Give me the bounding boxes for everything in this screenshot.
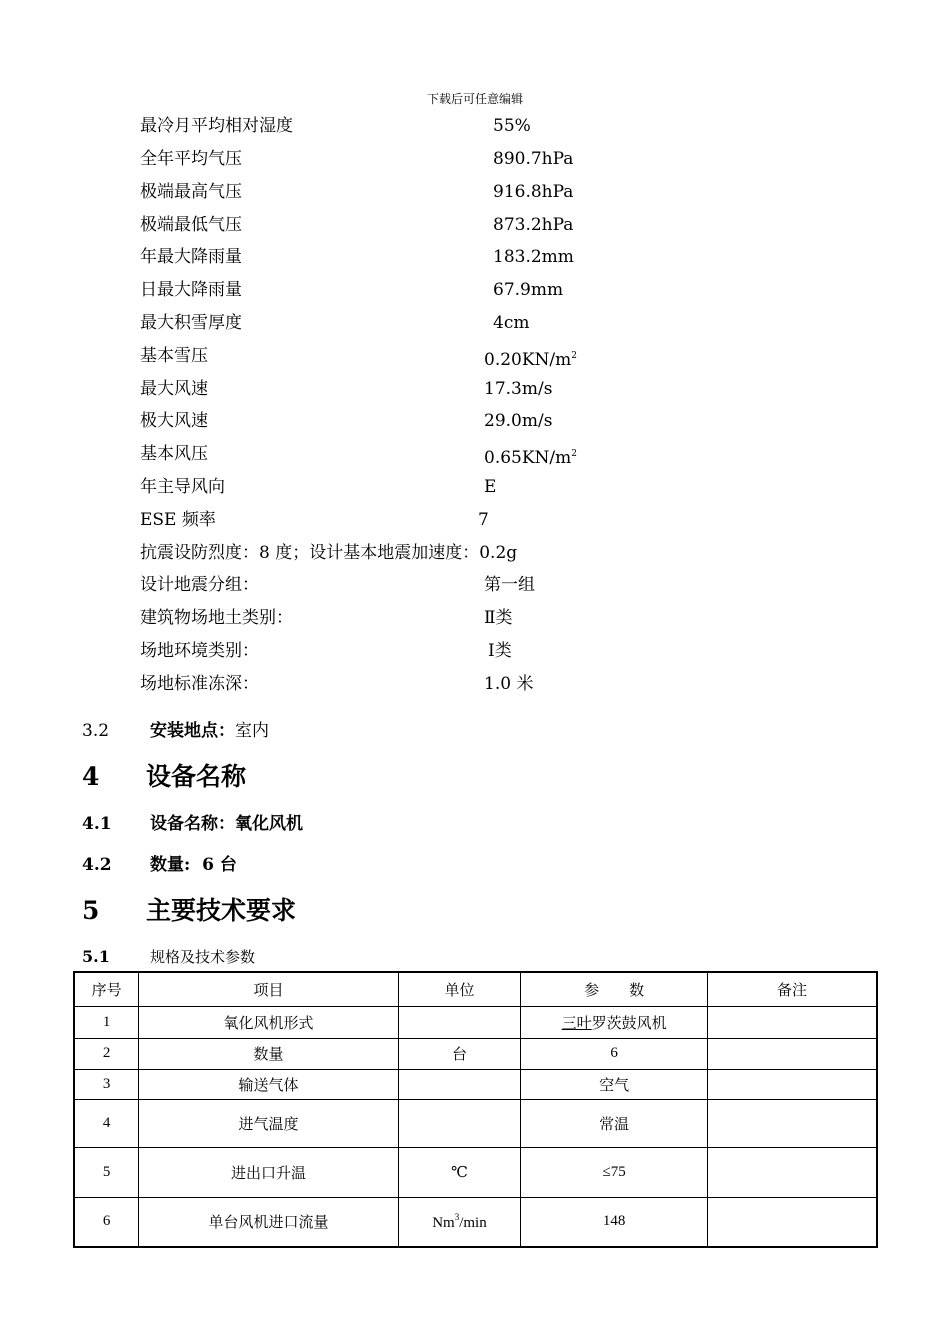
cell-item: 氧化风机形式 (139, 1006, 398, 1038)
page-header: 下载后可任意编辑 (426, 92, 523, 106)
climate-value: 4cm (493, 313, 530, 333)
table-row (74, 1006, 877, 1038)
climate-key: 设计地震分组： (140, 575, 259, 595)
climate-row (140, 277, 700, 303)
section-title: 设备名称 (146, 762, 247, 791)
cell-unit (398, 1006, 521, 1038)
cell-item: 输送气体 (139, 1069, 398, 1099)
climate-row (140, 113, 700, 139)
cell-no: 4 (74, 1099, 139, 1147)
climate-value: 67.9mm (493, 280, 564, 300)
climate-value: 55% (493, 116, 531, 136)
climate-row (140, 179, 700, 205)
climate-value (484, 343, 577, 373)
cell-item: 数量 (139, 1038, 398, 1069)
cell-no: 5 (74, 1147, 139, 1197)
section-title: 数量: 6 台 (150, 855, 237, 875)
section-number: 4.2 (82, 855, 112, 875)
cell-unit: ℃ (398, 1147, 521, 1197)
cell-unit (398, 1099, 521, 1147)
climate-key: 基本雪压 (140, 346, 208, 366)
climate-value: 17.3m/s (484, 379, 553, 399)
climate-key: 场地标准冻深： (140, 674, 259, 694)
climate-key: 建筑物场地土类别： (140, 608, 293, 628)
climate-key: 极大风速 (140, 411, 208, 431)
climate-key: 场地环境类别： (140, 641, 259, 661)
header-cell: 单位 (398, 972, 521, 1006)
climate-key: 抗震设防烈度：8 度；设计基本地震加速度：0.2g (140, 543, 518, 563)
table-row (74, 1197, 877, 1247)
section-number: 5 (82, 896, 100, 925)
spec-table (73, 971, 878, 1248)
cell-param: 常温 (521, 1099, 708, 1147)
cell-unit (398, 1069, 521, 1099)
climate-row (140, 638, 700, 664)
header-cell: 项目 (139, 972, 398, 1006)
climate-key: 全年平均气压 (140, 149, 242, 169)
climate-key: 最大积雪厚度 (140, 313, 242, 333)
unit-text: Nm (432, 1214, 455, 1231)
climate-key: 最冷月平均相对湿度 (140, 116, 293, 136)
table-header-row (74, 972, 877, 1006)
climate-value: 第一组 (484, 575, 535, 595)
superscript: 2 (571, 351, 578, 361)
table-row (74, 1099, 877, 1147)
section-title: 规格及技术参数 (150, 948, 256, 966)
climate-key: 极端最高气压 (140, 182, 242, 202)
value-text: 0.20KN/m (484, 350, 572, 370)
cell-note (707, 1147, 877, 1197)
section-title: 设备名称：氧化风机 (150, 814, 303, 834)
cell-item: 进出口升温 (139, 1147, 398, 1197)
param-underlined: 三叶 (561, 1015, 592, 1032)
climate-value: E (484, 477, 497, 497)
header-cell: 备注 (707, 972, 877, 1006)
param-text: 罗茨鼓风机 (591, 1015, 667, 1032)
climate-key: 基本风压 (140, 444, 208, 464)
climate-key: 年最大降雨量 (140, 247, 242, 267)
section-label: 安装地点： (150, 721, 235, 741)
cell-no: 1 (74, 1006, 139, 1038)
cell-unit (398, 1197, 521, 1247)
climate-row (140, 507, 700, 533)
section-number: 4 (82, 762, 100, 791)
section-number: 4.1 (82, 814, 112, 834)
climate-key: 极端最低气压 (140, 215, 242, 235)
climate-row (140, 474, 700, 500)
cell-note (707, 1038, 877, 1069)
section-value: 室内 (235, 721, 269, 741)
climate-row (140, 376, 700, 402)
climate-row (140, 146, 700, 172)
cell-param: 6 (521, 1038, 708, 1069)
climate-value: 916.8hPa (493, 182, 574, 202)
cell-param: ≤75 (521, 1147, 708, 1197)
climate-row (140, 441, 700, 467)
table-row (74, 1069, 877, 1099)
climate-value: 183.2mm (493, 247, 574, 267)
header-cell: 序号 (74, 972, 139, 1006)
table-row (74, 1038, 877, 1069)
climate-value (484, 441, 577, 471)
superscript: 2 (571, 449, 578, 459)
cell-param (521, 1006, 708, 1038)
climate-row (140, 540, 700, 566)
climate-value: 29.0m/s (484, 411, 553, 431)
climate-value: Ⅰ类 (488, 641, 512, 661)
unit-tail: /min (459, 1214, 487, 1231)
climate-value: 1.0 米 (484, 674, 534, 694)
table-row (74, 1147, 877, 1197)
climate-value: Ⅱ类 (484, 608, 513, 628)
climate-row (140, 605, 700, 631)
cell-note (707, 1069, 877, 1099)
climate-row (140, 244, 700, 270)
cell-no: 2 (74, 1038, 139, 1069)
section-number: 5.1 (82, 947, 110, 966)
cell-item: 单台风机进口流量 (139, 1197, 398, 1247)
climate-row (140, 408, 700, 434)
cell-note (707, 1197, 877, 1247)
climate-row (140, 343, 700, 369)
header-cell: 参 数 (521, 972, 708, 1006)
climate-key: 年主导风向 (140, 477, 225, 497)
cell-note (707, 1006, 877, 1038)
superscript: 3 (454, 1211, 460, 1222)
climate-row (140, 212, 700, 238)
climate-value: 890.7hPa (493, 149, 574, 169)
climate-key: ESE 频率 (140, 510, 216, 530)
climate-row (140, 310, 700, 336)
cell-note (707, 1099, 877, 1147)
climate-key: 最大风速 (140, 379, 208, 399)
value-text: 0.65KN/m (484, 448, 572, 468)
climate-value: 873.2hPa (493, 215, 574, 235)
cell-param: 空气 (521, 1069, 708, 1099)
climate-row (140, 572, 700, 598)
section-text (150, 718, 269, 744)
section-number: 3.2 (82, 721, 110, 741)
climate-value: 7 (478, 510, 489, 530)
cell-no: 3 (74, 1069, 139, 1099)
cell-no: 6 (74, 1197, 139, 1247)
climate-row (140, 671, 700, 697)
climate-key: 日最大降雨量 (140, 280, 242, 300)
cell-unit: 台 (398, 1038, 521, 1069)
cell-param: 148 (521, 1197, 708, 1247)
section-title: 主要技术要求 (146, 896, 297, 925)
cell-item: 进气温度 (139, 1099, 398, 1147)
